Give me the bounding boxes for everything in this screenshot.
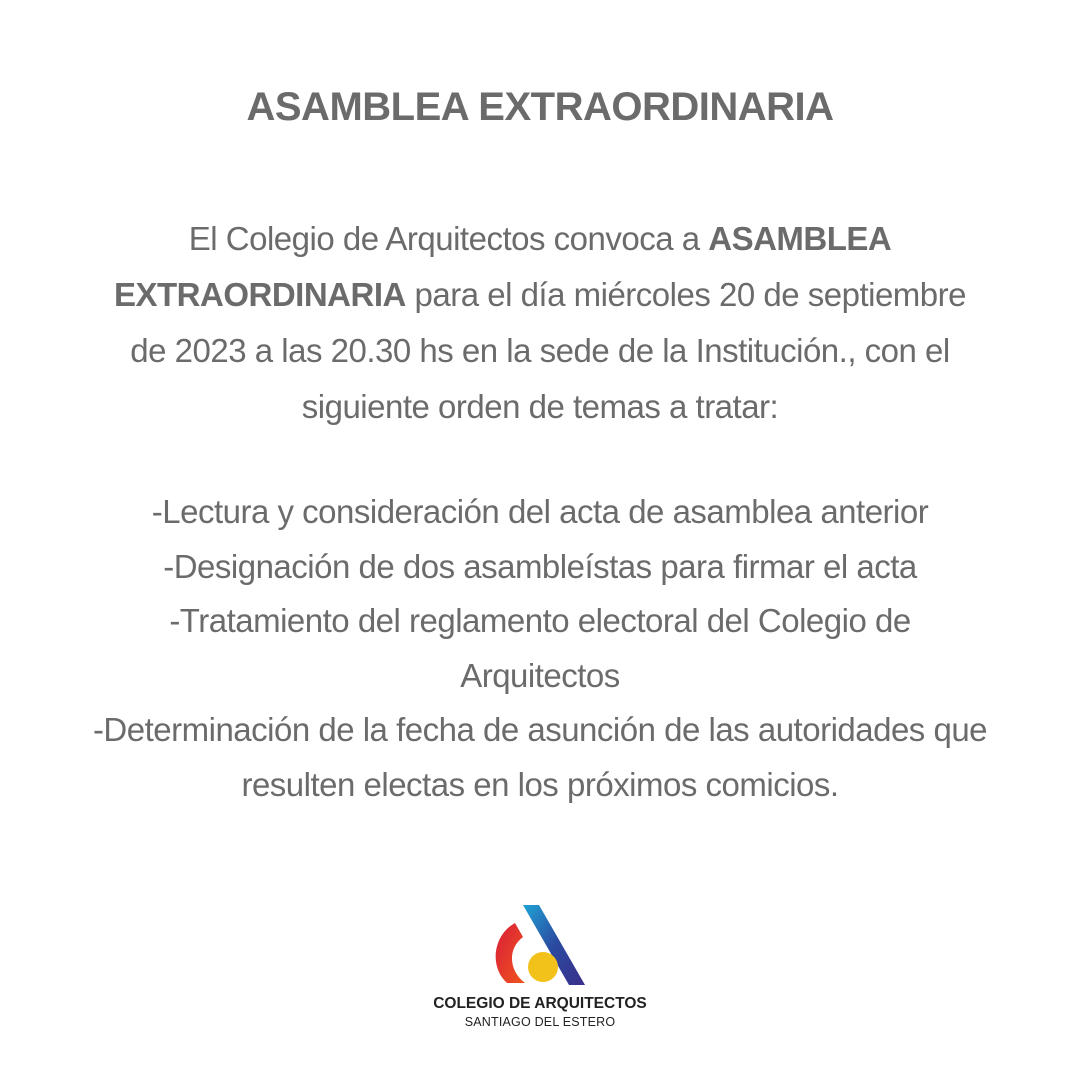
intro-highlight: ASAMBLEA EXTRAORDINARIA bbox=[114, 220, 892, 313]
agenda-item: -Lectura y consideración del acta de asamblea anterior bbox=[151, 493, 929, 530]
institution-logo bbox=[0, 905, 1080, 1030]
agenda-item: -Tratamiento del reglamento electoral del Colegio de Arquitectos bbox=[169, 602, 911, 694]
colegio-arquitectos-logo-icon bbox=[485, 905, 595, 990]
logo-subtitle: SANTIAGO DEL ESTERO bbox=[464, 1015, 616, 1029]
intro-rest: para el día miércoles 20 de septiembre de 2023 a las 20.30 hs en la sede de la Institución., con el siguiente orden de temas a tratar: bbox=[130, 276, 966, 425]
agenda-list bbox=[80, 485, 1000, 812]
agenda-item: -Designación de dos asambleístas para firmar el acta bbox=[163, 547, 917, 585]
logo-name: COLEGIO DE ARQUITECTOS bbox=[433, 995, 647, 1012]
intro-paragraph bbox=[110, 211, 970, 435]
page-title: ASAMBLEA EXTRAORDINARIA bbox=[246, 85, 834, 129]
intro-lead: El Colegio de Arquitectos convoca a bbox=[188, 220, 709, 257]
agenda-item: -Determinación de la fecha de asunción de las autoridades que resulten electas en los próximos comicios. bbox=[92, 711, 988, 803]
